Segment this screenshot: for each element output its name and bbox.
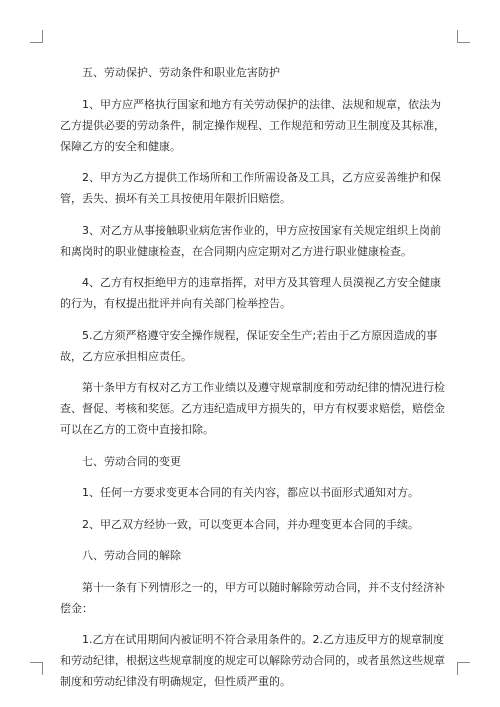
clause-2-paragraph: 2、甲方为乙方提供工作场所和工作所需设备及工具，乙方应妥善维护和保管，丢失、损坏有关工具按使用年限折旧赔偿。: [60, 171, 441, 205]
article-10-paragraph: 第十条甲方有权对乙方工作业绩以及遵守规章制度和劳动纪律的情况进行检查、督促、考核和奖惩。乙方违纪造成甲方损失的，甲方有权要求赔偿，赔偿金可以在乙方的工资中直接扣除。: [60, 381, 445, 436]
clause-1-paragraph: 1、甲方应严格执行国家和地方有关劳动保护的法律、法规和规章，依法为乙方提供必要的劳动条件，制定操作规程、工作规范和劳动卫生制度及其标准，保障乙方的安全和健康。: [60, 97, 445, 153]
document-body: [60, 62, 446, 703]
article-11-paragraph: 第十一条有下列情形之一的，甲方可以随时解除劳动合同，并不支付经济补偿金：: [60, 580, 445, 615]
section-heading-contract-change: 七、劳动合同的变更: [82, 454, 181, 468]
crop-mark-top-left: [30, 30, 43, 43]
clause-4-paragraph: 4、乙方有权拒绝甲方的违章指挥，对甲方及其管理人员漠视乙方安全健康的行为，有权提出批评并向有关部门检举控告。: [60, 276, 441, 310]
crop-mark-bottom-left: [30, 662, 43, 675]
section-heading-contract-termination: 八、劳动合同的解除: [82, 549, 181, 562]
clause-3-paragraph: 3、对乙方从事接触职业病危害作业的，甲方应按国家有关规定组织上岗前和离岗时的职业健康检查，在合同期内应定期对乙方进行职业健康检查。: [60, 223, 441, 258]
change-clause-2-paragraph: 2、甲乙双方经协一致，可以变更本合同，并办理变更本合同的手续。: [82, 517, 419, 531]
change-clause-1-paragraph: 1、任何一方要求变更本合同的有关内容，都应以书面形式通知对方。: [82, 486, 419, 499]
crop-mark-top-right: [457, 30, 470, 43]
termination-conditions-paragraph: 1.乙方在试用期间内被证明不符合录用条件的。2.乙方违反甲方的规章制度和劳动纪律，根据这些规章制度的规定可以解除劳动合同的，或者虽然这些规章制度和劳动纪律没有明确规定，但性质严重的。: [60, 633, 445, 688]
clause-5-paragraph: 5.乙方须严格遵守安全操作规程，保证安全生产;若由于乙方原因造成的事故，乙方应承担相应责任。: [60, 328, 438, 363]
crop-mark-bottom-right: [457, 662, 470, 675]
section-heading-labor-protection: 五、劳动保护、劳动条件和职业危害防护: [82, 66, 280, 79]
